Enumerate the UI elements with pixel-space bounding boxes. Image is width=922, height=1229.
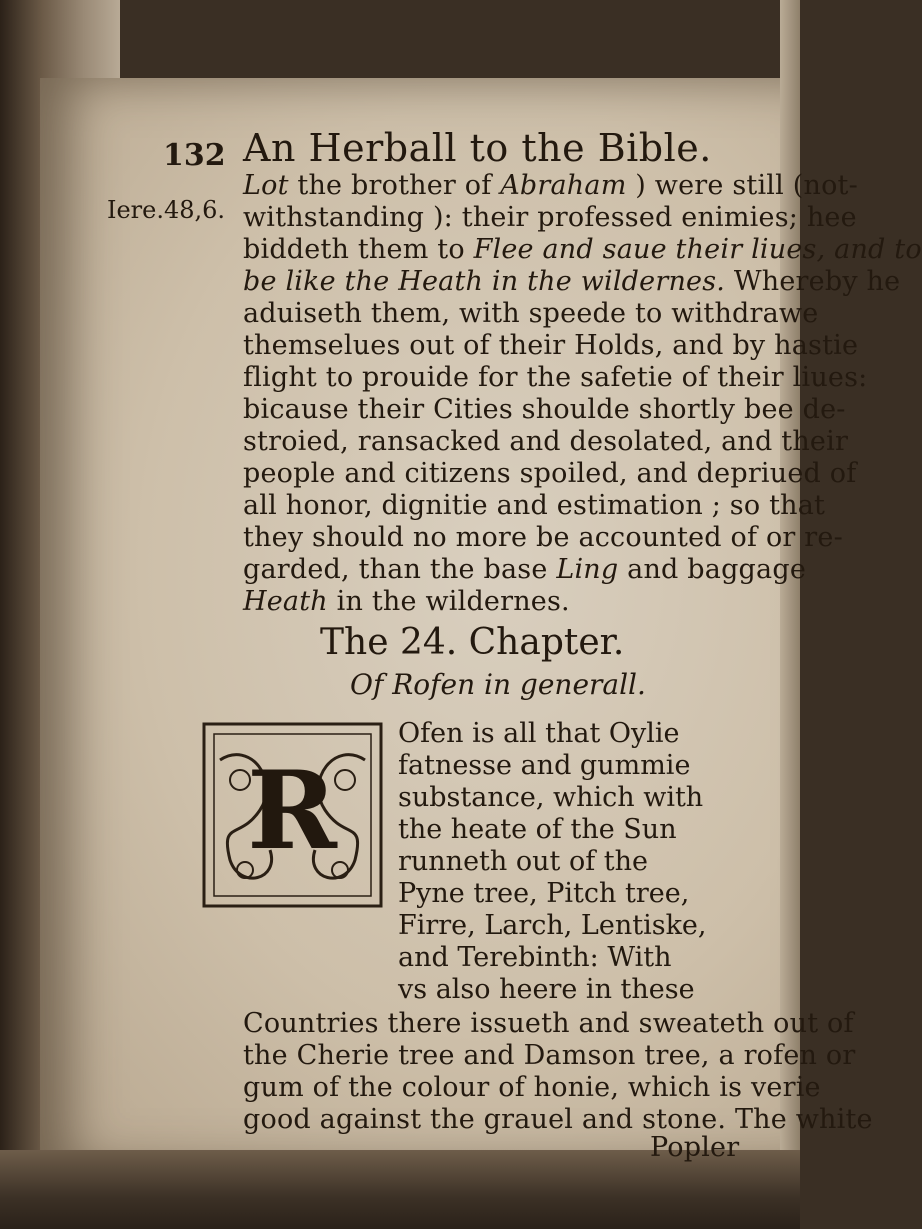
text-line: be like the Heath in the wildernes. Whereby he (243, 266, 901, 297)
text-line: good against the grauel and stone. The white (243, 1104, 873, 1135)
text-line: Ofen is all that Oylie (398, 718, 680, 749)
text-line: flight to prouide for the safetie of their liues: (243, 362, 868, 393)
ornamental-initial (200, 720, 385, 910)
text-line: stroied, ransacked and desolated, and their (243, 426, 849, 457)
text-line: aduiseth them, with speede to withdrawe (243, 298, 819, 329)
text-line: vs also heere in these (398, 974, 695, 1005)
text-line: bicause their Cities shoulde shortly bee de- (243, 394, 846, 425)
margin-note: Iere.48,6. (107, 196, 226, 224)
page-number: 132 (163, 138, 226, 173)
text-line: gum of the colour of honie, which is verie (243, 1072, 821, 1103)
chapter-subheading: Of Rofen in generall. (350, 668, 646, 701)
text-line: biddeth them to Flee and saue their liues, and to (243, 234, 922, 265)
text-line: substance, which with (398, 782, 704, 813)
initial-letter: R (247, 748, 337, 874)
text-line: all honor, dignitie and estimation ; so that (243, 490, 826, 521)
text-line: Pyne tree, Pitch tree, (398, 878, 690, 909)
text-line: Lot the brother of Abraham ) were still (not- (243, 170, 858, 201)
text-line: Firre, Larch, Lentiske, (398, 910, 707, 941)
text-line: fatnesse and gummie (398, 750, 691, 781)
text-line: and Terebinth: With (398, 942, 672, 973)
text-line: themselues out of their Holds, and by hastie (243, 330, 859, 361)
text-line: the heate of the Sun (398, 814, 677, 845)
text-line: runneth out of the (398, 846, 649, 877)
running-head: An Herball to the Bible. (243, 126, 712, 170)
text-line: Countries there issueth and sweateth out of (243, 1008, 854, 1039)
text-line: withstanding ): their professed enimies; hee (243, 202, 857, 233)
text-line: garded, than the base Ling and baggage (243, 554, 807, 585)
text-line: the Cherie tree and Damson tree, a rofen or (243, 1040, 856, 1071)
chapter-title: The 24. Chapter. (320, 622, 625, 663)
text-line: people and citizens spoiled, and depriued of (243, 458, 857, 489)
catchword: Popler (650, 1132, 740, 1163)
text-line: Heath in the wildernes. (243, 586, 570, 617)
text-line: they should no more be accounted of or re- (243, 522, 843, 553)
